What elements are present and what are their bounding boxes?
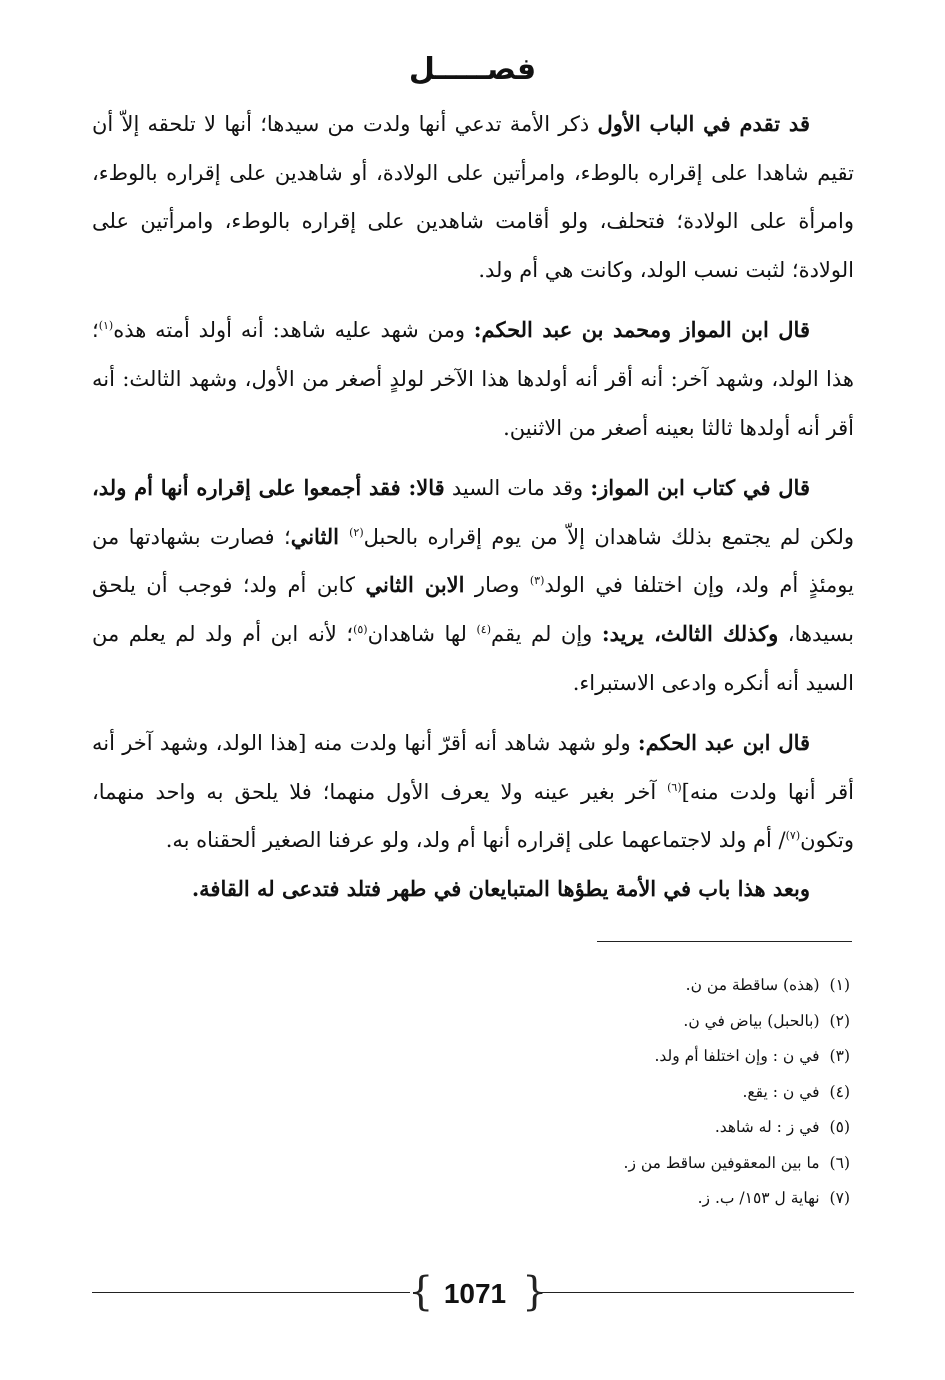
paragraph-3-bold: قالا: فقد أجمعوا على إقراره أنها أم ولد، bbox=[92, 475, 445, 501]
footnote-number: (٢) bbox=[829, 1011, 850, 1030]
footnote-text: ما بين المعقوفين ساقط من ز. bbox=[623, 1153, 820, 1172]
page-number-bracket-left: { bbox=[408, 1269, 434, 1315]
footnote-4 bbox=[150, 1075, 850, 1111]
paragraph-3 bbox=[92, 464, 854, 707]
paragraph-3-bold: الثاني bbox=[290, 523, 350, 549]
page-number: 1071 bbox=[443, 1278, 507, 1309]
footnote-ref-1[interactable]: (١) bbox=[98, 319, 114, 333]
paragraph-4-text: آخر بغير عينه ولا يعرف الأول منهما؛ فلا يلحق به واحد منهما، وتكون bbox=[92, 779, 854, 853]
paragraph-3-lead: قال في كتاب ابن المواز: bbox=[590, 475, 810, 501]
page-number-bracket-right: } bbox=[522, 1269, 548, 1315]
paragraph-3-text: لها شاهدان bbox=[367, 621, 477, 646]
footnote-number: (١) bbox=[829, 976, 850, 994]
footnote-2 bbox=[150, 1004, 850, 1040]
footnote-text: في ز : له شاهد. bbox=[714, 1118, 820, 1136]
section-title: فصـــــل bbox=[408, 52, 537, 87]
paragraph-1-text: ذكر الأمة تدعي أنها ولدت من سيدها؛ أنها لا تلحقه إلاّ أن تقيم شاهدا على إقراره بالوطء، وامرأتين على الولادة، أو شاهدين على إقراره بالوطء، وامرأة على الولادة؛ فتحلف، ولو أقامت شاهدين على إقراره بالوطء، وامرأتين على الولادة؛ لثبت نسب الولد، وكانت هي أم ولد. bbox=[92, 112, 854, 282]
paragraph-4-text: ولو شهد شاهد أنه أقرّ أنها ولدت منه [هذا الولد، وشهد آخر أنه أقر أنها ولدت منه] bbox=[92, 731, 854, 804]
main-text bbox=[92, 100, 854, 914]
footnote-text: (بالحبل) بياض في ن. bbox=[683, 1011, 820, 1030]
paragraph-3-bold: وكذلك الثالث، يريد: bbox=[601, 620, 779, 646]
footnote-number: (٣) bbox=[829, 1047, 850, 1065]
paragraph-3-text: وإن لم يقم bbox=[491, 621, 602, 646]
paragraph-3-text: كابن أم ولد؛ فوجب أن يلحق بسيدها، bbox=[92, 573, 854, 646]
footnote-5 bbox=[150, 1110, 850, 1146]
paragraph-1-lead: قد تقدم في الباب الأول bbox=[597, 111, 810, 136]
footnote-ref-7[interactable]: (٧) bbox=[785, 829, 801, 843]
paragraph-3-text: وقد مات السيد bbox=[444, 476, 591, 501]
paragraph-3-text: وصار bbox=[464, 573, 530, 598]
footnote-separator bbox=[597, 941, 852, 942]
footnote-6 bbox=[150, 1146, 850, 1182]
paragraph-3-text: ولكن لم يجتمع بذلك شاهدان إلاّ من يوم إقراره بالحبل bbox=[363, 524, 854, 549]
footnote-ref-2[interactable]: (٢) bbox=[349, 525, 364, 539]
paragraph-2-text: ومن شهد عليه شاهد: أنه أولد أمته هذه bbox=[113, 318, 474, 343]
paragraph-1 bbox=[92, 100, 854, 294]
paragraph-2-lead: قال ابن المواز ومحمد بن عبد الحكم: bbox=[473, 317, 810, 343]
footnote-ref-3[interactable]: (٣) bbox=[529, 574, 545, 588]
footnotes bbox=[150, 968, 850, 1217]
footnote-7 bbox=[150, 1181, 850, 1217]
paragraph-4-text: / أم ولد لاجتماعهما على إقراره أنها أم ولد، ولو عرفنا الصغير ألحقناه به. bbox=[165, 828, 786, 853]
footnote-1 bbox=[150, 968, 850, 1004]
footnote-text: في ن : وإن اختلفا أم ولد. bbox=[654, 1047, 820, 1065]
footnote-text: في ن : يقع. bbox=[742, 1082, 820, 1101]
paragraph-3-bold: الابن الثاني bbox=[365, 572, 465, 598]
paragraph-5: وبعد هذا باب في الأمة يطؤها المتبايعان في طهر فتلد فتدعى له القافة. bbox=[191, 875, 810, 901]
paragraph-2-text-cont: ؛ هذا الولد، وشهد آخر: أنه أقر أنه أولدها هذا الآخر لولدٍ أصغر من الأول، وشهد الثالث: أنه أقر أنه أولدها ثالثا بعينه أصغر من الاثنين. bbox=[92, 318, 854, 440]
footnote-text: (هذه) ساقطة من ن. bbox=[685, 976, 820, 994]
footnote-text: نهاية ل ١٥٣/ ب. ز. bbox=[697, 1189, 820, 1207]
paragraph-3-text: ؛ فصارت بشهادتها من يومئذٍ أم ولد، وإن اختلفا في الولد bbox=[92, 524, 854, 598]
page-number-rule-right bbox=[538, 1292, 854, 1293]
paragraph-3-text: ؛ لأنه ابن أم ولد لم يعلم من السيد أنه أنكره وادعى الاستبراء. bbox=[92, 621, 854, 695]
footnote-number: (٦) bbox=[829, 1153, 850, 1172]
footnote-3 bbox=[150, 1039, 850, 1075]
footnote-ref-6[interactable]: (٦) bbox=[667, 780, 682, 794]
footnote-number: (٥) bbox=[829, 1118, 850, 1136]
paragraph-2 bbox=[92, 306, 854, 452]
paragraph-4 bbox=[92, 719, 854, 865]
footnote-number: (٤) bbox=[829, 1082, 850, 1101]
footnote-ref-5[interactable]: (٥) bbox=[353, 622, 368, 636]
footnote-ref-4[interactable]: (٤) bbox=[476, 622, 492, 636]
footnote-number: (٧) bbox=[829, 1189, 850, 1207]
paragraph-4-lead: قال ابن عبد الحكم: bbox=[637, 730, 811, 756]
page-number-rule-left bbox=[92, 1292, 410, 1293]
